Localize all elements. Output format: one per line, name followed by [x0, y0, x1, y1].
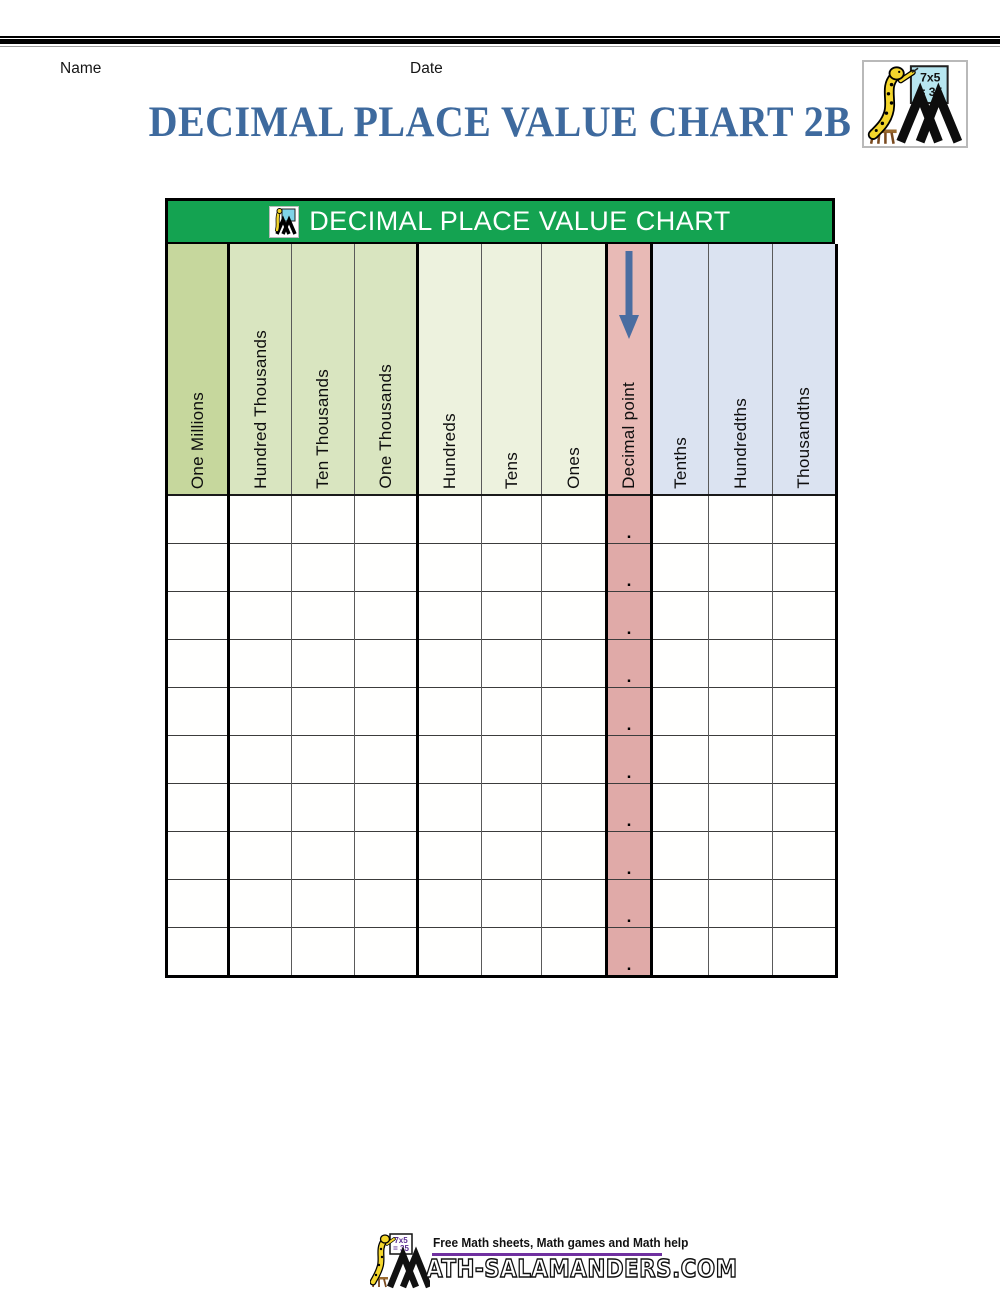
- entry-cell: [773, 928, 837, 977]
- column-label: Hundreds: [440, 412, 460, 489]
- entry-cell: [709, 880, 773, 928]
- footer-board-line1: 7x5: [394, 1236, 408, 1245]
- decimal-point-cell: [607, 736, 652, 784]
- entry-cell: [292, 640, 355, 688]
- column-label: Ones: [563, 447, 583, 489]
- entry-cell: [229, 688, 292, 736]
- footer-salamander-body: [373, 1235, 394, 1282]
- column-label: One Thousands: [375, 364, 395, 489]
- entry-cell: [418, 880, 482, 928]
- entry-cell: [709, 544, 773, 592]
- entry-cell: [167, 688, 229, 736]
- table-banner: [165, 198, 835, 244]
- entry-cell: [542, 832, 607, 880]
- entry-cell: [355, 928, 418, 977]
- entry-cell: [709, 640, 773, 688]
- entry-cell: [292, 784, 355, 832]
- entry-cell: [229, 736, 292, 784]
- entry-cell: [167, 880, 229, 928]
- column-label: Tens: [501, 451, 521, 489]
- footer-tagline: Free Math sheets, Math games and Math help: [433, 1236, 689, 1250]
- decimal-dot: .: [626, 714, 632, 734]
- entry-cell: [229, 880, 292, 928]
- entry-cell: [652, 928, 709, 977]
- entry-cell: [773, 544, 837, 592]
- entry-cell: [418, 736, 482, 784]
- column-header-one-thousands: [355, 244, 418, 495]
- entry-cell: [773, 880, 837, 928]
- column-label: Thousandths: [794, 387, 814, 489]
- entry-cell: [542, 784, 607, 832]
- decimal-point-cell: [607, 544, 652, 592]
- banner-salamander-icon: [269, 206, 299, 238]
- entry-cell: [355, 688, 418, 736]
- entry-cell: [482, 928, 542, 977]
- entry-cell: [482, 736, 542, 784]
- entry-cell: [482, 495, 542, 544]
- entry-cell: [542, 495, 607, 544]
- entry-cell: [482, 544, 542, 592]
- entry-cell: [355, 880, 418, 928]
- footer-board-line2: = 35: [393, 1244, 409, 1253]
- entry-cell: [229, 784, 292, 832]
- entry-cell: [709, 928, 773, 977]
- entry-cell: [709, 832, 773, 880]
- column-label: Ten Thousands: [313, 369, 333, 489]
- place-value-table: [165, 244, 838, 978]
- decimal-dot: .: [626, 858, 632, 878]
- decimal-dot: .: [626, 810, 632, 830]
- page-title: DECIMAL PLACE VALUE CHART 2B: [148, 99, 852, 146]
- decimal-point-cell: [607, 880, 652, 928]
- column-header-tens: [482, 244, 542, 495]
- entry-cell: [773, 688, 837, 736]
- entry-cell: [709, 592, 773, 640]
- entry-cell: [167, 592, 229, 640]
- column-header-hundreds: [418, 244, 482, 495]
- column-header-hundred-thousands: [229, 244, 292, 495]
- entry-cell: [652, 640, 709, 688]
- entry-cell: [167, 544, 229, 592]
- top-rule-gray: [0, 46, 1000, 47]
- entry-cell: [292, 495, 355, 544]
- decimal-point-cell: [607, 832, 652, 880]
- decimal-dot: .: [626, 906, 632, 926]
- decimal-down-arrow-icon: [618, 251, 640, 341]
- decimal-point-cell: [607, 592, 652, 640]
- entry-cell: [542, 592, 607, 640]
- entry-cell: [418, 544, 482, 592]
- entry-cell: [229, 832, 292, 880]
- entry-cell: [773, 832, 837, 880]
- column-header-ten-thousands: [292, 244, 355, 495]
- decimal-dot: .: [626, 522, 632, 542]
- decimal-dot: .: [626, 954, 632, 974]
- entry-cell: [652, 832, 709, 880]
- entry-cell: [482, 592, 542, 640]
- entry-cell: [542, 544, 607, 592]
- entry-cell: [652, 495, 709, 544]
- entry-cell: [482, 640, 542, 688]
- column-label: Tenths: [670, 437, 690, 489]
- entry-cell: [292, 880, 355, 928]
- entry-cell: [652, 736, 709, 784]
- entry-cell: [709, 736, 773, 784]
- entry-cell: [167, 640, 229, 688]
- decimal-point-cell: [607, 688, 652, 736]
- entry-cell: [229, 495, 292, 544]
- entry-cell: [355, 832, 418, 880]
- entry-cell: [292, 592, 355, 640]
- entry-cell: [292, 832, 355, 880]
- entry-cell: [418, 928, 482, 977]
- entry-cell: [652, 880, 709, 928]
- footer-salamander-icon: [370, 1233, 430, 1289]
- top-rule-thin: [0, 36, 1000, 38]
- entry-cell: [229, 592, 292, 640]
- column-label: Decimal point: [619, 382, 639, 489]
- place-value-chart: [165, 198, 835, 978]
- entry-cell: [355, 784, 418, 832]
- board-equation-line2: = 35: [918, 84, 943, 99]
- entry-cell: [167, 495, 229, 544]
- entry-cell: [167, 928, 229, 977]
- entry-cell: [292, 688, 355, 736]
- decimal-dot: .: [626, 666, 632, 686]
- board-equation-line1: 7x5: [920, 70, 941, 85]
- entry-cell: [709, 784, 773, 832]
- decimal-point-cell: [607, 928, 652, 977]
- column-header-hundredths: [709, 244, 773, 495]
- entry-cell: [418, 640, 482, 688]
- top-rule-thick: [0, 39, 1000, 44]
- date-label: Date: [410, 60, 443, 77]
- entry-cell: [355, 544, 418, 592]
- entry-cell: [652, 592, 709, 640]
- entry-cell: [773, 736, 837, 784]
- entry-cell: [292, 736, 355, 784]
- entry-cell: [482, 880, 542, 928]
- entry-cell: [652, 688, 709, 736]
- entry-cell: [229, 544, 292, 592]
- entry-cell: [229, 928, 292, 977]
- entry-cell: [418, 688, 482, 736]
- entry-cell: [773, 640, 837, 688]
- entry-cell: [773, 592, 837, 640]
- entry-cell: [355, 736, 418, 784]
- column-header-thousandths: [773, 244, 837, 495]
- entry-cell: [542, 736, 607, 784]
- entry-cell: [418, 832, 482, 880]
- decimal-point-cell: [607, 495, 652, 544]
- entry-cell: [167, 736, 229, 784]
- column-label: Hundredths: [730, 398, 750, 489]
- banner-title: DECIMAL PLACE VALUE CHART: [309, 206, 731, 236]
- entry-cell: [773, 784, 837, 832]
- entry-cell: [542, 688, 607, 736]
- entry-cell: [292, 544, 355, 592]
- entry-cell: [355, 495, 418, 544]
- entry-cell: [652, 784, 709, 832]
- decimal-point-cell: [607, 640, 652, 688]
- entry-cell: [229, 640, 292, 688]
- entry-cell: [482, 832, 542, 880]
- entry-cell: [355, 640, 418, 688]
- entry-cell: [292, 928, 355, 977]
- name-label: Name: [60, 60, 102, 77]
- site-name-text: ATH-SALAMANDERS.COM: [426, 1254, 738, 1283]
- entry-cell: [418, 495, 482, 544]
- entry-cell: [482, 688, 542, 736]
- entry-cell: [418, 592, 482, 640]
- entry-cell: [709, 495, 773, 544]
- column-header-ones: [542, 244, 607, 495]
- entry-cell: [418, 784, 482, 832]
- entry-cell: [542, 928, 607, 977]
- column-header-tenths: [652, 244, 709, 495]
- column-header-one-millions: [167, 244, 229, 495]
- entry-cell: [773, 495, 837, 544]
- entry-cell: [167, 784, 229, 832]
- entry-cell: [355, 592, 418, 640]
- entry-cell: [542, 880, 607, 928]
- decimal-point-cell: [607, 784, 652, 832]
- column-label: Hundred Thousands: [250, 330, 270, 489]
- column-header-decimal-point: [607, 244, 652, 495]
- decimal-dot: .: [626, 762, 632, 782]
- decimal-dot: .: [626, 570, 632, 590]
- entry-cell: [652, 544, 709, 592]
- entry-cell: [167, 832, 229, 880]
- entry-cell: [542, 640, 607, 688]
- entry-cell: [482, 784, 542, 832]
- footer: [370, 1230, 738, 1294]
- entry-cell: [709, 688, 773, 736]
- column-label: One Millions: [187, 391, 207, 489]
- decimal-dot: .: [626, 618, 632, 638]
